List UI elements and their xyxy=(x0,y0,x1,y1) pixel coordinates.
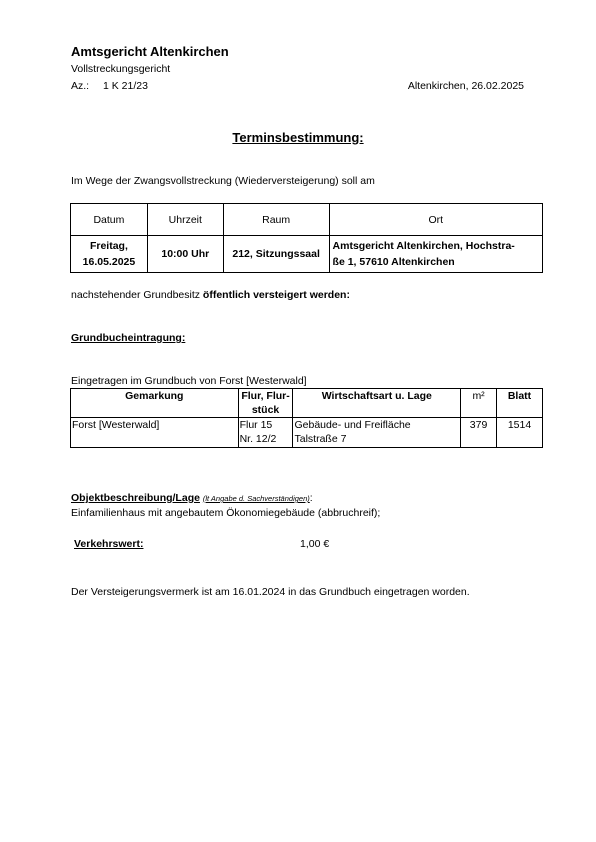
objekt-heading-note: (lt Angabe d. Sachverständigen) xyxy=(202,494,310,503)
header-ort: Ort xyxy=(329,204,542,236)
appointment-table xyxy=(70,203,543,273)
cell-wirtschaftsart xyxy=(293,418,461,448)
header-gemarkung: Gemarkung xyxy=(71,389,239,418)
header-flur-line-2: stück xyxy=(251,404,280,416)
cell-ort xyxy=(329,236,542,273)
document-title: Terminsbestimmung: xyxy=(232,130,364,145)
cell-m2: 379 xyxy=(461,418,497,448)
cell-raum: 212, Sitzungssaal xyxy=(223,236,329,273)
header-blatt: Blatt xyxy=(497,389,543,418)
court-department: Vollstreckungsgericht xyxy=(71,63,171,75)
ort-line-2: ße 1, 57610 Altenkirchen xyxy=(332,256,455,268)
final-sentence: Der Versteigerungsvermerk ist am 16.01.2024 in das Grundbuch eingetragen worden. xyxy=(71,586,470,598)
grundbuch-line: Eingetragen im Grundbuch von Forst [Westerwald] xyxy=(71,375,307,387)
cell-uhrzeit: 10:00 Uhr xyxy=(147,236,223,273)
court-name: Amtsgericht Altenkirchen xyxy=(71,44,229,59)
header-m2: m² xyxy=(461,389,497,418)
file-number-label: Az.: xyxy=(71,80,90,92)
ort-line-1: Amtsgericht Altenkirchen, Hochstra- xyxy=(332,240,515,252)
verkehrswert-label: Verkehrswert: xyxy=(74,538,144,550)
wirtschaftsart-line-2: Talstraße 7 xyxy=(294,433,347,445)
cell-datum xyxy=(71,236,148,273)
grundbuch-heading: Grundbucheintragung: xyxy=(71,332,186,344)
objekt-description: Einfamilienhaus mit angebautem Ökonomiegebäude (abbruchreif); xyxy=(71,507,381,519)
intro-text: Im Wege der Zwangsvollstreckung (Wiederversteigerung) soll am xyxy=(71,175,375,187)
wirtschaftsart-line-1: Gebäude- und Freifläche xyxy=(294,419,411,431)
verkehrswert-value: 1,00 € xyxy=(300,538,330,550)
file-number: 1 K 21/23 xyxy=(103,80,148,92)
place-and-date: Altenkirchen, 26.02.2025 xyxy=(407,80,524,92)
cell-flur xyxy=(238,418,293,448)
header-datum: Datum xyxy=(71,204,148,236)
grundbuch-row xyxy=(71,418,543,448)
appointment-row xyxy=(71,236,543,273)
grundbuch-table xyxy=(70,388,543,448)
auction-sentence-bold: öffentlich versteigert werden: xyxy=(202,289,350,301)
appointment-table-header xyxy=(71,204,543,236)
datum-weekday: Freitag, xyxy=(89,240,128,252)
header-uhrzeit: Uhrzeit xyxy=(147,204,223,236)
auction-sentence-plain: nachstehender Grundbesitz xyxy=(71,289,203,301)
datum-date: 16.05.2025 xyxy=(82,256,136,268)
flur-line-1: Flur 15 xyxy=(239,419,273,431)
objekt-heading-colon: : xyxy=(309,492,313,504)
header-wirtschaftsart: Wirtschaftsart u. Lage xyxy=(293,389,461,418)
grundbuch-table-header xyxy=(71,389,543,418)
header-flur-line-1: Flur, Flur- xyxy=(241,390,290,402)
header-raum: Raum xyxy=(223,204,329,236)
cell-blatt: 1514 xyxy=(497,418,543,448)
auction-sentence xyxy=(71,289,350,301)
cell-gemarkung: Forst [Westerwald] xyxy=(71,418,239,448)
objekt-heading-label: Objektbeschreibung/Lage xyxy=(71,492,200,504)
flur-line-2: Nr. 12/2 xyxy=(239,433,277,445)
header-flur xyxy=(238,389,293,418)
objekt-heading xyxy=(71,492,313,504)
